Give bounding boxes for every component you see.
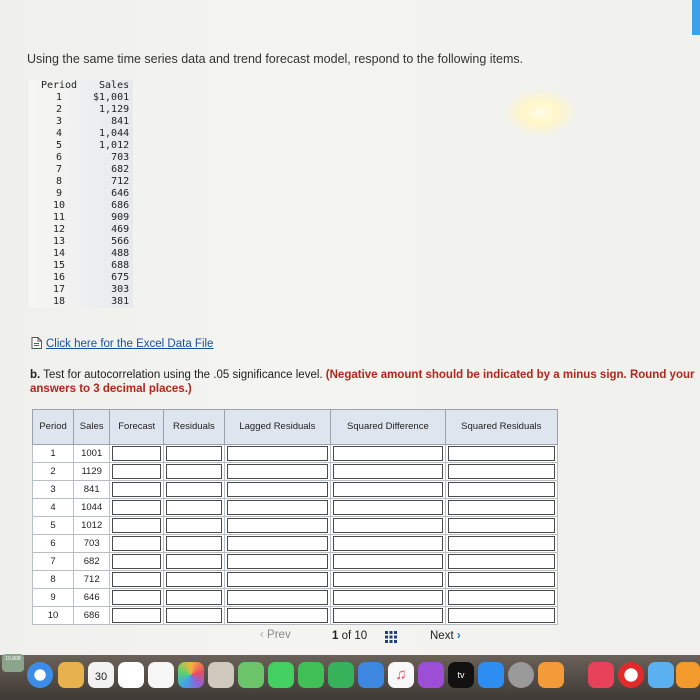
data-cell-period: 18 (52, 296, 66, 307)
answer-input-cell[interactable] (164, 463, 224, 481)
answer-input-cell[interactable] (224, 481, 331, 499)
data-cell-sales: 675 (111, 272, 130, 283)
answer-input-field[interactable] (227, 590, 329, 605)
answer-input-field[interactable] (448, 500, 555, 515)
data-cell-sales: 488 (111, 248, 130, 259)
next-button[interactable] (430, 630, 461, 642)
answer-input-cell[interactable] (331, 607, 445, 625)
answer-input-field[interactable] (166, 554, 221, 569)
answer-input-cell[interactable] (224, 607, 331, 625)
maps-icon[interactable] (238, 662, 264, 688)
page-indicator (332, 630, 367, 642)
answer-input-field[interactable] (112, 482, 161, 497)
answer-input-field[interactable] (112, 554, 161, 569)
safari-icon[interactable] (27, 662, 53, 688)
page-total: 10 (354, 630, 368, 642)
data-row (29, 296, 133, 308)
answer-input-field[interactable] (166, 590, 221, 605)
answer-row (33, 553, 558, 571)
data-cell-period: 2 (55, 104, 63, 115)
data-cell-period: 16 (52, 272, 66, 283)
page-current: 1 (332, 630, 339, 642)
question-b (30, 368, 700, 396)
answer-input-field[interactable] (448, 482, 555, 497)
data-cell-sales: 646 (111, 188, 130, 199)
instruction-text: Using the same time series data and trend forecast model, respond to the following items. (27, 52, 524, 66)
page-of: of (341, 630, 352, 642)
answer-input-cell[interactable] (445, 571, 557, 589)
excel-link-row[interactable] (31, 337, 213, 350)
answer-input-cell[interactable] (445, 463, 557, 481)
answer-input-field[interactable] (112, 464, 161, 479)
answer-input-cell[interactable] (110, 499, 164, 517)
data-row (29, 140, 133, 152)
next-label: Next (430, 630, 454, 642)
answer-input-field[interactable] (166, 500, 221, 515)
answer-input-field[interactable] (333, 464, 442, 479)
answer-row (33, 571, 558, 589)
answer-input-field[interactable] (448, 518, 555, 533)
answer-input-field[interactable] (448, 608, 555, 623)
answer-input-field[interactable] (448, 572, 555, 587)
pages-icon[interactable] (538, 662, 564, 688)
answer-cell-period: 2 (33, 463, 74, 481)
data-cell-period: 3 (55, 116, 63, 127)
answer-input-cell[interactable] (445, 553, 557, 571)
data-cell-sales: 703 (111, 152, 130, 163)
data-row (29, 104, 133, 116)
answer-cell-period: 4 (33, 499, 74, 517)
answer-input-field[interactable] (227, 536, 329, 551)
settings-icon[interactable] (508, 662, 534, 688)
data-cell-sales: 381 (111, 296, 130, 307)
screen-glare (505, 90, 575, 135)
data-cell-period: 8 (55, 176, 63, 187)
chevron-right-icon: › (456, 630, 461, 642)
data-cell-period: 10 (52, 200, 66, 211)
prev-button[interactable] (260, 629, 291, 641)
answer-cell-sales: 1012 (74, 517, 110, 535)
data-cell-sales: 303 (111, 284, 130, 295)
answer-input-cell[interactable] (331, 535, 445, 553)
answer-input-field[interactable] (166, 608, 221, 623)
opera-icon[interactable] (618, 662, 644, 688)
data-row (29, 284, 133, 296)
data-cell-sales: 1,129 (99, 104, 130, 115)
answer-input-field[interactable] (112, 536, 161, 551)
data-cell-period: 14 (52, 248, 66, 259)
answer-row (33, 607, 558, 625)
answer-cell-period: 5 (33, 517, 74, 535)
answer-input-cell[interactable] (445, 445, 557, 463)
reminders-icon[interactable] (148, 662, 174, 688)
answer-input-field[interactable] (166, 464, 221, 479)
messages-icon[interactable] (268, 662, 294, 688)
answer-input-cell[interactable] (331, 589, 445, 607)
answer-input-field[interactable] (333, 518, 442, 533)
answer-row (33, 589, 558, 607)
answer-header: Period (33, 410, 74, 445)
files-icon[interactable] (648, 662, 674, 688)
excel-data-link[interactable]: Click here for the Excel Data File (46, 338, 214, 350)
data-cell-period: 11 (52, 212, 66, 223)
data-row (29, 92, 133, 104)
answer-input-cell[interactable] (110, 517, 164, 535)
answer-input-field[interactable] (333, 536, 442, 551)
answer-input-cell[interactable] (164, 553, 224, 571)
answer-input-cell[interactable] (331, 553, 445, 571)
answer-table (32, 409, 558, 625)
answer-input-cell[interactable] (164, 571, 224, 589)
answer-row (33, 481, 558, 499)
data-cell-period: 5 (55, 140, 63, 151)
answer-input-field[interactable] (333, 446, 442, 461)
answer-cell-sales: 646 (74, 589, 110, 607)
answer-input-cell[interactable] (331, 571, 445, 589)
data-cell-period: 15 (52, 260, 66, 271)
data-header-period: Period (40, 80, 78, 91)
answer-cell-sales: 712 (74, 571, 110, 589)
answer-header: Forecast (110, 410, 164, 445)
answer-input-cell[interactable] (164, 589, 224, 607)
answer-input-cell[interactable] (164, 499, 224, 517)
answer-row (33, 535, 558, 553)
answer-input-cell[interactable] (164, 607, 224, 625)
answer-input-field[interactable] (166, 518, 221, 533)
answer-input-cell[interactable] (445, 499, 557, 517)
answer-cell-period: 7 (33, 553, 74, 571)
numbers-icon[interactable] (328, 662, 354, 688)
data-cell-sales: 682 (111, 164, 130, 175)
data-cell-sales: 909 (111, 212, 130, 223)
answer-input-field[interactable] (448, 464, 555, 479)
answer-input-field[interactable] (166, 482, 221, 497)
answer-input-cell[interactable] (224, 517, 331, 535)
answer-input-cell[interactable] (164, 535, 224, 553)
answer-input-cell[interactable] (445, 535, 557, 553)
answer-input-cell[interactable] (224, 589, 331, 607)
music-icon[interactable]: ♫ (388, 662, 414, 688)
data-cell-period: 13 (52, 236, 66, 247)
keynote-icon[interactable] (358, 662, 384, 688)
answer-input-field[interactable] (333, 590, 442, 605)
answer-input-field[interactable] (227, 482, 329, 497)
data-row (29, 248, 133, 260)
answer-input-field[interactable] (112, 446, 161, 461)
answer-header: Sales (74, 410, 110, 445)
answer-input-field[interactable] (166, 572, 221, 587)
question-note: (Negative amount should be indicated by a minus sign. Round your answers to 3 decimal places.) (30, 369, 695, 395)
answer-row (33, 445, 558, 463)
answer-input-cell[interactable] (110, 481, 164, 499)
data-row (29, 152, 133, 164)
appletv-icon[interactable]: tv (448, 662, 474, 688)
answer-input-cell[interactable] (445, 589, 557, 607)
answer-row (33, 517, 558, 535)
data-row (29, 116, 133, 128)
answer-cell-period: 3 (33, 481, 74, 499)
answer-input-field[interactable] (448, 446, 555, 461)
answer-cell-sales: 703 (74, 535, 110, 553)
answer-header: Lagged Residuals (224, 410, 331, 445)
answer-input-cell[interactable] (110, 589, 164, 607)
pagination (260, 629, 490, 649)
data-cell-sales: 1,044 (99, 128, 130, 139)
answer-input-cell[interactable] (331, 445, 445, 463)
data-cell-period: 12 (52, 224, 66, 235)
answer-input-cell[interactable] (445, 607, 557, 625)
answer-input-cell[interactable] (164, 445, 224, 463)
answer-input-field[interactable] (112, 518, 161, 533)
data-row (29, 272, 133, 284)
data-cell-sales: 1,012 (99, 140, 130, 151)
data-cell-period: 9 (55, 188, 63, 199)
answer-input-field[interactable] (333, 608, 442, 623)
facetime-icon[interactable] (298, 662, 324, 688)
contacts-icon[interactable] (208, 662, 234, 688)
answer-cell-period: 10 (33, 607, 74, 625)
data-row (29, 164, 133, 176)
sales-data-table (29, 80, 133, 308)
data-row (29, 260, 133, 272)
folder-icon[interactable] (58, 662, 84, 688)
window-edge (692, 0, 700, 35)
answer-input-field[interactable] (333, 482, 442, 497)
answer-row (33, 499, 558, 517)
data-cell-sales: 688 (111, 260, 130, 271)
answer-input-cell[interactable] (110, 571, 164, 589)
prev-label: Prev (267, 629, 291, 641)
answer-cell-sales: 686 (74, 607, 110, 625)
answer-input-cell[interactable] (224, 553, 331, 571)
answer-input-field[interactable] (333, 500, 442, 515)
data-row (29, 200, 133, 212)
data-cell-period: 4 (55, 128, 63, 139)
answer-input-cell[interactable] (331, 463, 445, 481)
answer-header: Squared Residuals (445, 410, 557, 445)
answer-cell-period: 9 (33, 589, 74, 607)
answer-input-cell[interactable] (110, 535, 164, 553)
answer-input-cell[interactable] (110, 607, 164, 625)
photos-icon[interactable] (178, 662, 204, 688)
answer-input-cell[interactable] (164, 481, 224, 499)
calendar-icon[interactable]: 30 (88, 662, 114, 688)
answer-cell-period: 6 (33, 535, 74, 553)
data-row (29, 188, 133, 200)
data-row (29, 224, 133, 236)
question-text: Test for autocorrelation using the .05 significance level. (43, 369, 323, 381)
answer-input-field[interactable] (166, 446, 221, 461)
answer-input-cell[interactable] (110, 463, 164, 481)
answer-input-cell[interactable] (224, 535, 331, 553)
chevron-left-icon: ‹ (260, 629, 264, 641)
data-cell-period: 6 (55, 152, 63, 163)
answer-input-cell[interactable] (224, 499, 331, 517)
answer-input-field[interactable] (448, 536, 555, 551)
data-cell-sales: 686 (111, 200, 130, 211)
notes-icon[interactable] (118, 662, 144, 688)
answer-input-field[interactable] (166, 536, 221, 551)
answer-cell-period: 8 (33, 571, 74, 589)
data-cell-sales: 712 (111, 176, 130, 187)
data-header-sales: Sales (99, 80, 130, 91)
answer-input-field[interactable] (448, 554, 555, 569)
answer-input-field[interactable] (333, 572, 442, 587)
app-badge-icon[interactable]: 10,808 (2, 654, 24, 672)
answer-header: Squared Difference (331, 410, 445, 445)
answer-input-field[interactable] (227, 572, 329, 587)
answer-input-field[interactable] (112, 500, 161, 515)
document-icon (31, 337, 42, 349)
answer-cell-sales: 1001 (74, 445, 110, 463)
appstore-icon[interactable] (478, 662, 504, 688)
answer-input-cell[interactable] (224, 463, 331, 481)
answer-input-field[interactable] (227, 446, 329, 461)
answer-input-field[interactable] (227, 518, 329, 533)
answer-input-field[interactable] (227, 554, 329, 569)
answer-cell-sales: 1129 (74, 463, 110, 481)
answer-input-cell[interactable] (110, 553, 164, 571)
data-cell-sales: $1,001 (93, 92, 130, 103)
answer-input-cell[interactable] (331, 517, 445, 535)
data-cell-sales: 841 (111, 116, 130, 127)
answer-input-cell[interactable] (331, 499, 445, 517)
data-row (29, 176, 133, 188)
data-cell-period: 1 (55, 92, 63, 103)
data-row (29, 212, 133, 224)
podcasts-icon[interactable] (418, 662, 444, 688)
grid-view-icon[interactable] (385, 631, 397, 643)
answer-input-cell[interactable] (445, 517, 557, 535)
data-cell-sales: 469 (111, 224, 130, 235)
answer-input-cell[interactable] (110, 445, 164, 463)
answer-input-cell[interactable] (331, 481, 445, 499)
data-cell-sales: 566 (111, 236, 130, 247)
answer-cell-sales: 682 (74, 553, 110, 571)
answer-input-field[interactable] (112, 590, 161, 605)
data-row (29, 236, 133, 248)
answer-input-field[interactable] (448, 590, 555, 605)
answer-input-field[interactable] (227, 464, 329, 479)
answer-input-field[interactable] (112, 608, 161, 623)
answer-cell-sales: 841 (74, 481, 110, 499)
data-cell-period: 7 (55, 164, 63, 175)
answer-input-field[interactable] (333, 554, 442, 569)
data-cell-period: 17 (52, 284, 66, 295)
answer-input-field[interactable] (227, 608, 329, 623)
answer-row (33, 463, 558, 481)
answer-cell-period: 1 (33, 445, 74, 463)
answer-header: Residuals (164, 410, 224, 445)
chart-app-icon[interactable] (676, 662, 700, 688)
question-part-label: b. (30, 369, 41, 381)
answer-input-cell[interactable] (224, 571, 331, 589)
answer-input-cell[interactable] (164, 517, 224, 535)
mail-icon[interactable] (588, 662, 614, 688)
answer-input-field[interactable] (112, 572, 161, 587)
answer-input-field[interactable] (227, 500, 329, 515)
data-row (29, 128, 133, 140)
answer-cell-sales: 1044 (74, 499, 110, 517)
answer-input-cell[interactable] (445, 481, 557, 499)
answer-input-cell[interactable] (224, 445, 331, 463)
